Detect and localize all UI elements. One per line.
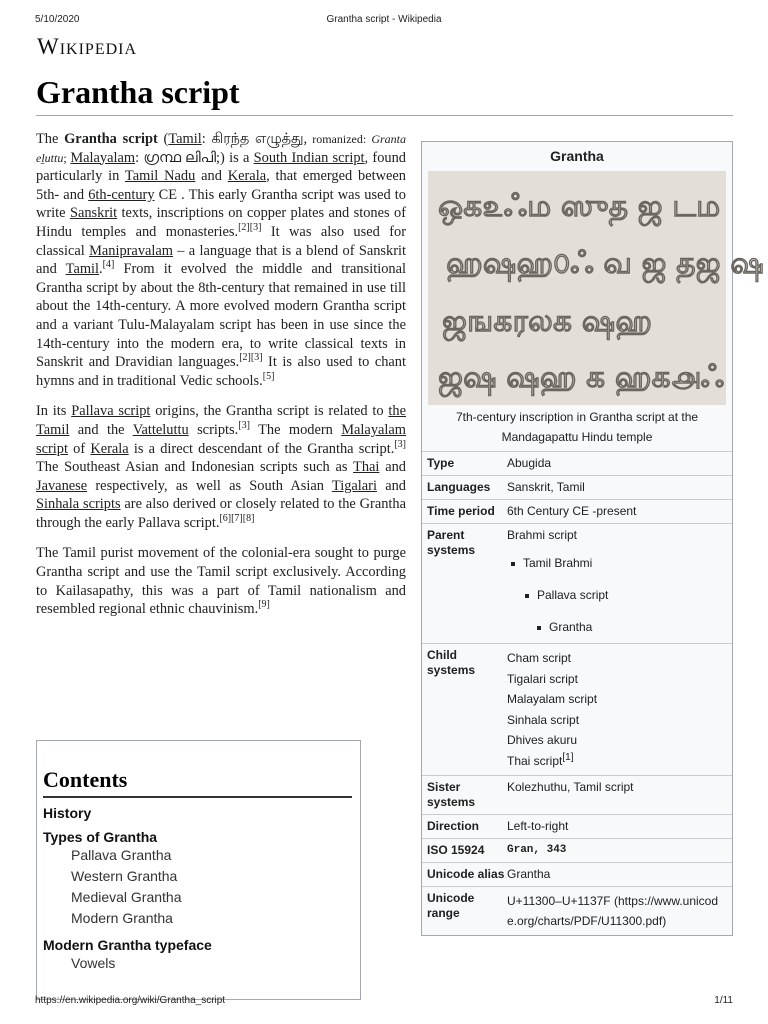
languages-value[interactable]: Sanskrit, Tamil: [507, 480, 585, 494]
inscription-photo: [428, 171, 764, 405]
iso-value: Gran, 343: [507, 844, 567, 856]
infobox-row-sister-systems: Sister systems Kolezhuthu, Tamil script: [422, 775, 732, 814]
infobox-row-languages: Languages Sanskrit, Tamil: [422, 475, 732, 499]
parent-grantha: Grantha: [507, 620, 728, 635]
paragraph-intro: The Grantha script (Tamil: கிரந்த எழுத்து, romanized: Granta eḻuttu; Malayalam: ഗ്രന്ഥ ലിപി;) is a South Indian script, found particularly in Tamil Nadu and Kerala, that emerged between 5th- and 6th-century CE . This early Grantha script was used to write Sanskrit texts, inscriptions on copper plates and stones of Hindu temples and monasteries.[2][3] It was also used for classical Manipravalam – a language that is a blend of Sanskrit and Tamil.[4] From it evolved the middle and transitional Grantha script by about the 8th-century that remained in use till about the 14th-century. A more evolved modern Grantha script and a variant Tulu-Malayalam script has been in use since the 14th-century into the modern era, to write classical texts in Sanskrit and Dravidian languages.[2][3] It is also used to chant hymns and in traditional Vedic schools.[5]: [36, 131, 407, 389]
infobox-row-type: Type Abugida: [422, 451, 732, 475]
toc-item-medieval[interactable]: Medieval Grantha: [71, 889, 182, 905]
infobox-title: Grantha: [550, 148, 604, 164]
infobox-row-time-period: Time period 6th Century CE -present: [422, 499, 732, 523]
parent-brahmi[interactable]: Brahmi script: [507, 528, 578, 542]
direction-value[interactable]: Left-to-right: [507, 819, 569, 833]
paragraph-origins: In its Pallava script origins, the Grantha script is related to the Tamil and the Vatteluttu scripts.[3] The modern Malayalam script of Kerala is a direct descendant of the Grantha script.[3] The Southeast Asian and Indonesian scripts such as Thai and Javanese respectively, as well as South Asian Tigalari and Sinhala scripts are also derived or closely related to the Grantha through the early Pallava script.[6][7][8]: [36, 403, 406, 531]
ref-link[interactable]: [5]: [262, 370, 275, 382]
inscription-image[interactable]: [428, 171, 764, 405]
article-body: [36, 130, 406, 631]
link-manipravalam[interactable]: Manipravalam: [89, 242, 173, 259]
bullet-icon: [537, 626, 541, 630]
page-number: 1/11: [714, 995, 733, 1006]
ref-link[interactable]: [3]: [238, 420, 250, 432]
inscription-line-2: ஹஷஹ௦ஃ வ ஜ தஜ ஷ: [446, 246, 764, 281]
link-sanskrit[interactable]: Sanskrit: [69, 205, 118, 222]
bullet-icon: [525, 594, 529, 598]
ref-link[interactable]: [1]: [562, 751, 574, 763]
inscription-line-3: ஜஙகரலக ஷஹ: [442, 304, 652, 339]
toc-title: Contents: [43, 767, 352, 798]
link-thai[interactable]: Thai: [353, 459, 380, 476]
link-pallava-script[interactable]: Pallava script: [71, 403, 151, 420]
unicode-alias-value: Grantha: [507, 867, 551, 881]
child-tigalari[interactable]: Tigalari script: [507, 671, 578, 686]
ref-link[interactable]: [2][3]: [239, 352, 263, 364]
infobox-row-parent-systems: Parent systems Brahmi script Tamil Brahmi Pallava script Grantha: [422, 523, 732, 643]
print-url: https://en.wikipedia.org/wiki/Grantha_script: [35, 995, 226, 1006]
link-sinhala-scripts[interactable]: Sinhala scripts: [36, 496, 121, 513]
title-divider: [36, 115, 733, 116]
toc-item-pallava[interactable]: Pallava Grantha: [71, 847, 172, 863]
ref-link[interactable]: [4]: [102, 259, 115, 271]
ref-link[interactable]: [3]: [394, 438, 406, 450]
link-south-indian-script[interactable]: South Indian script: [253, 149, 365, 166]
inscription-line-1: ஒக௨ஃம ஸுத ஜ டம: [438, 189, 721, 224]
toc-item-types[interactable]: Types of Grantha: [43, 829, 158, 845]
link-tamil[interactable]: Tamil: [168, 131, 202, 147]
child-cham[interactable]: Cham script: [507, 651, 572, 665]
parent-pallava[interactable]: Pallava script: [507, 588, 728, 603]
toc-item-western[interactable]: Western Grantha: [71, 868, 178, 884]
child-thai[interactable]: Thai script[1]: [507, 751, 574, 768]
paragraph-purist: The Tamil purist movement of the colonial-era sought to purge Grantha script and use the Tamil script exclusively. According to Kailasapathy, this was a part of Tamil nationalism and resembled regional ethnic chauvinism.[9]: [36, 545, 406, 618]
ref-link[interactable]: [6][7][8]: [219, 513, 255, 525]
unicode-range-value[interactable]: U+11300–U+1137F (https://www.unicode.org/charts/PDF/U11300.pdf): [507, 894, 719, 928]
child-dhives[interactable]: Dhives akuru: [507, 733, 578, 747]
link-6th-century[interactable]: 6th-century: [88, 186, 155, 203]
infobox: [421, 141, 764, 936]
infobox-row-child-systems: Child systems Cham script Tigalari script Malayalam script Sinhala script Dhives akuru Thai script[1]: [422, 643, 732, 775]
ref-link[interactable]: [2][3]: [238, 222, 262, 234]
child-malayalam[interactable]: Malayalam script: [507, 692, 598, 706]
inscription-line-4: ஜஷ ஷஹ க ஹக௮ஃ: [438, 360, 725, 395]
link-malayalam-script[interactable]: Malayalam script: [36, 421, 406, 457]
sister-value[interactable]: Kolezhuthu, Tamil script: [507, 780, 634, 794]
link-tamil-2[interactable]: Tamil: [65, 261, 100, 278]
parent-tamil-brahmi[interactable]: Tamil Brahmi: [507, 556, 728, 571]
link-vatteluttu[interactable]: Vatteluttu: [132, 421, 189, 438]
link-malayalam[interactable]: Malayalam: [70, 149, 136, 166]
page-title: Grantha script: [36, 74, 240, 110]
wikipedia-logo[interactable]: Wikipedia: [37, 34, 138, 59]
table-of-contents: [36, 740, 361, 1000]
link-tamil-nadu[interactable]: Tamil Nadu: [124, 168, 196, 185]
toc-item-vowels[interactable]: Vowels: [71, 955, 116, 971]
infobox-row-unicode-range: Unicode range U+11300–U+1137F (https://www.unicode.org/charts/PDF/U11300.pdf): [422, 886, 732, 935]
link-kerala-2[interactable]: Kerala: [90, 440, 129, 457]
toc-item-typeface[interactable]: Modern Grantha typeface: [43, 937, 212, 953]
time-period-value: 6th Century CE -present: [507, 504, 637, 518]
bullet-icon: [511, 562, 515, 566]
print-date: 5/10/2020: [35, 14, 80, 25]
toc-item-modern[interactable]: Modern Grantha: [71, 910, 173, 926]
link-kerala[interactable]: Kerala: [227, 168, 267, 185]
link-tigalari[interactable]: Tigalari: [331, 477, 377, 494]
type-value[interactable]: Abugida: [507, 456, 552, 470]
infobox-row-direction: Direction Left-to-right: [422, 814, 732, 838]
print-title: Grantha script - Wikipedia: [326, 14, 442, 25]
ref-link[interactable]: [9]: [258, 599, 270, 611]
infobox-row-unicode-alias: Unicode alias Grantha: [422, 862, 732, 886]
image-caption: 7th-century inscription in Grantha script at the Mandagapattu Hindu temple: [455, 410, 699, 444]
link-javanese[interactable]: Javanese: [36, 477, 88, 494]
toc-item-history[interactable]: History: [43, 805, 92, 821]
child-sinhala[interactable]: Sinhala script: [507, 712, 580, 727]
infobox-row-iso: ISO 15924 Gran, 343: [422, 838, 732, 862]
link-the-tamil[interactable]: the Tamil: [36, 403, 406, 438]
